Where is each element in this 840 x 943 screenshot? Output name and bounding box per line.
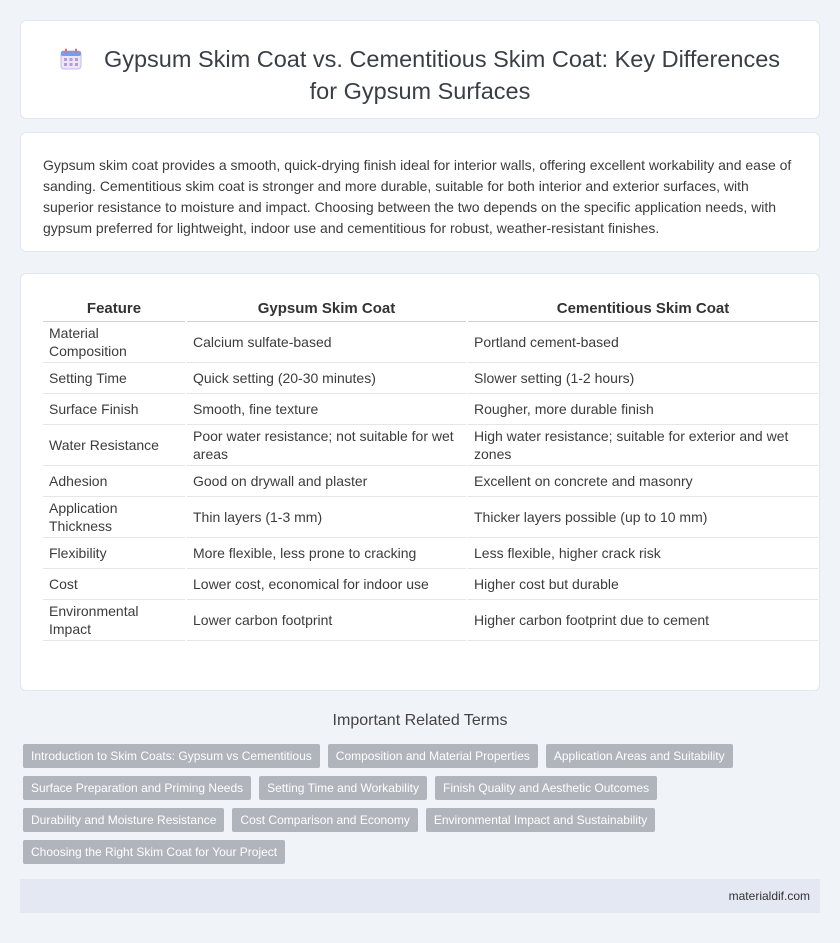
- related-terms-title: Important Related Terms: [332, 712, 508, 729]
- related-tag[interactable]: Environmental Impact and Sustainability: [426, 808, 655, 832]
- table-row: [43, 569, 818, 600]
- feature-cell: Adhesion: [43, 466, 186, 497]
- cementitious-cell: Less flexible, higher crack risk: [467, 538, 818, 569]
- gypsum-cell: Poor water resistance; not suitable for wet areas: [186, 425, 467, 466]
- table-row: [43, 538, 818, 569]
- table-header-row: [43, 295, 818, 322]
- feature-cell: Surface Finish: [43, 394, 186, 425]
- related-tag[interactable]: Composition and Material Properties: [328, 744, 538, 768]
- comparison-card: [20, 273, 820, 691]
- feature-cell: Setting Time: [43, 363, 186, 394]
- table-row: [43, 363, 818, 394]
- cementitious-cell: Slower setting (1-2 hours): [467, 363, 818, 394]
- cementitious-cell: High water resistance; suitable for exterior and wet zones: [467, 425, 818, 466]
- cementitious-cell: Higher carbon footprint due to cement: [467, 600, 818, 641]
- feature-cell: Environmental Impact: [43, 600, 186, 641]
- cementitious-cell: Portland cement-based: [467, 322, 818, 363]
- related-tag[interactable]: Finish Quality and Aesthetic Outcomes: [435, 776, 657, 800]
- footer-site[interactable]: materialdif.com: [728, 889, 810, 903]
- gypsum-cell: Quick setting (20-30 minutes): [186, 363, 467, 394]
- calendar-icon: [60, 48, 82, 77]
- feature-cell: Water Resistance: [43, 425, 186, 466]
- related-tag[interactable]: Cost Comparison and Economy: [232, 808, 417, 832]
- table-row: [43, 322, 818, 363]
- gypsum-cell: Smooth, fine texture: [186, 394, 467, 425]
- related-tag[interactable]: Application Areas and Suitability: [546, 744, 733, 768]
- header-cementitious: Cementitious Skim Coat: [467, 295, 818, 322]
- table-row: [43, 425, 818, 466]
- footer: [20, 879, 820, 913]
- cementitious-cell: Rougher, more durable finish: [467, 394, 818, 425]
- feature-cell: Cost: [43, 569, 186, 600]
- table-row: [43, 497, 818, 538]
- gypsum-cell: Lower carbon footprint: [186, 600, 467, 641]
- table-row: [43, 466, 818, 497]
- related-tag[interactable]: Introduction to Skim Coats: Gypsum vs Cementitious: [23, 744, 320, 768]
- gypsum-cell: Calcium sulfate-based: [186, 322, 467, 363]
- feature-cell: Material Composition: [43, 322, 186, 363]
- related-tags-row: [23, 840, 285, 864]
- cementitious-cell: Thicker layers possible (up to 10 mm): [467, 497, 818, 538]
- related-tags-row: [23, 744, 733, 768]
- header-feature: Feature: [43, 295, 186, 322]
- title-card: [20, 20, 820, 119]
- related-tag[interactable]: Choosing the Right Skim Coat for Your Project: [23, 840, 285, 864]
- page-title-wrap: [51, 45, 789, 106]
- page-title: Gypsum Skim Coat vs. Cementitious Skim Coat: Key Differences for Gypsum Surfaces: [103, 46, 781, 104]
- header-gypsum: Gypsum Skim Coat: [186, 295, 467, 322]
- gypsum-cell: Thin layers (1-3 mm): [186, 497, 467, 538]
- related-tag[interactable]: Surface Preparation and Priming Needs: [23, 776, 251, 800]
- gypsum-cell: More flexible, less prone to cracking: [186, 538, 467, 569]
- related-tags-row: [23, 776, 657, 800]
- table-row: [43, 600, 818, 641]
- related-tag[interactable]: Durability and Moisture Resistance: [23, 808, 224, 832]
- table-row: [43, 394, 818, 425]
- gypsum-cell: Good on drywall and plaster: [186, 466, 467, 497]
- comparison-table: [43, 295, 818, 641]
- cementitious-cell: Higher cost but durable: [467, 569, 818, 600]
- related-tag[interactable]: Setting Time and Workability: [259, 776, 427, 800]
- intro-card: [20, 132, 820, 252]
- intro-paragraph: Gypsum skim coat provides a smooth, quick-drying finish ideal for interior walls, offering excellent workability and ease of sanding. Cementitious skim coat is stronger and more durable, suitable for both interior and exterior surfaces, with superior resistance to moisture and impact. Choosing between the two depends on the specific application needs, with gypsum preferred for lightweight, indoor use and cementitious for robust, weather-resistant finishes.: [43, 157, 792, 236]
- feature-cell: Flexibility: [43, 538, 186, 569]
- feature-cell: Application Thickness: [43, 497, 186, 538]
- gypsum-cell: Lower cost, economical for indoor use: [186, 569, 467, 600]
- cementitious-cell: Excellent on concrete and masonry: [467, 466, 818, 497]
- related-tags-row: [23, 808, 655, 832]
